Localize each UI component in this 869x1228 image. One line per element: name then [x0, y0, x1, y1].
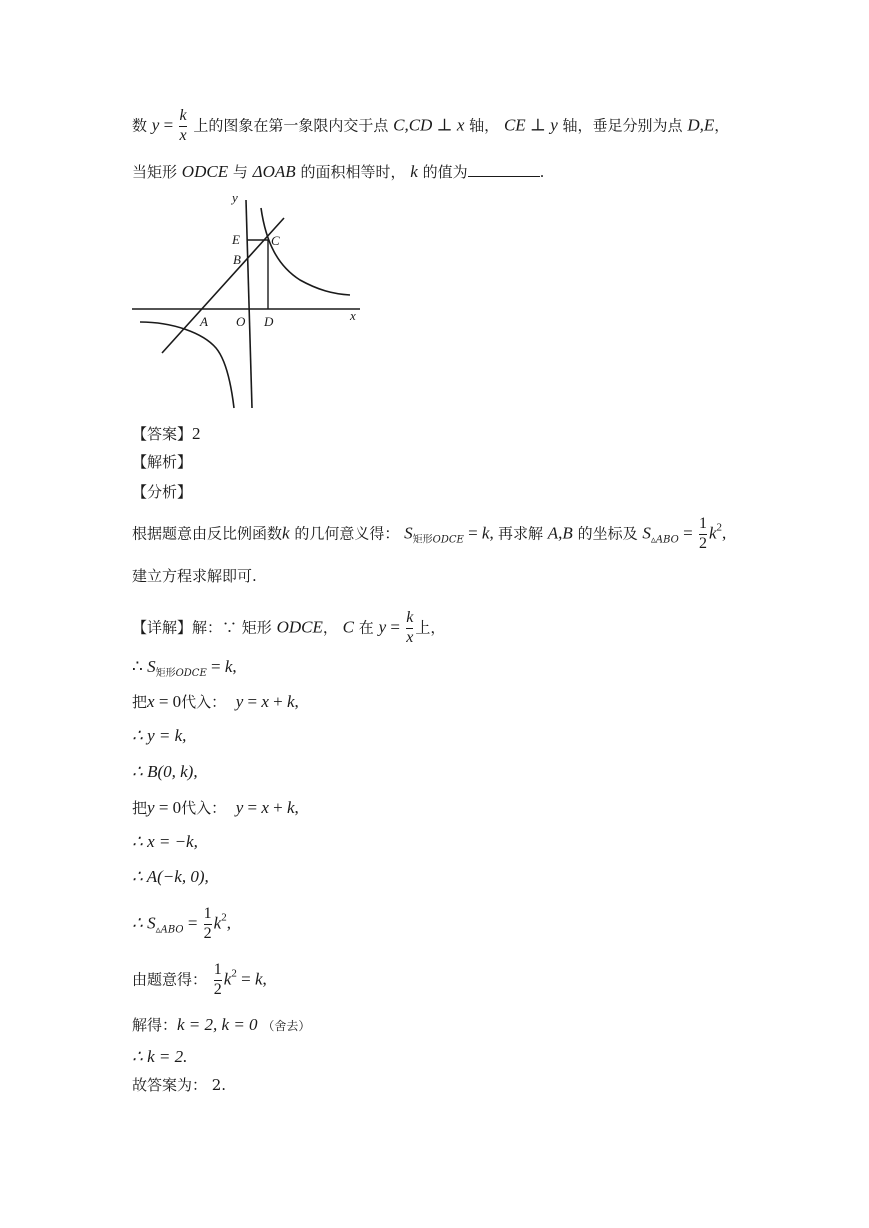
analysis-heading: 【解析】 [132, 453, 193, 471]
detail-line-8: ∴ A(−k, 0), [132, 867, 209, 886]
detail-line-1: 【详解】解：∵ 矩形 ODCE， C 在 y = $\frac{k}{x}$ 上， [132, 609, 446, 646]
y-axis [246, 200, 252, 408]
hyperbola-q3 [140, 322, 234, 408]
math-de: D,E [687, 115, 715, 135]
problem-text: 当矩形 [132, 163, 178, 181]
line-y-x-plus-k [162, 218, 284, 353]
detail-line-6: 把y = 0代入： y = x + k, [132, 798, 299, 817]
math-ce: CE [503, 115, 526, 135]
math-cd: C,CD [393, 115, 433, 135]
detail-line-10: 由题意得： $\frac{1}{2}$ $k^2 = k$, [132, 961, 267, 998]
label-o: O [236, 314, 246, 329]
problem-text: 数 [132, 116, 148, 135]
detail-line-9: ∴ $S_{▵ABO}$ = $\frac{1}{2}$ $k^2$, [132, 905, 231, 942]
label-b: B [233, 252, 241, 267]
fenxi-text: 的坐标及 [577, 524, 638, 543]
detail-text: 解：∵ 矩形 [192, 618, 272, 637]
label-a: A [200, 314, 208, 329]
problem-text: 的值为 [422, 163, 468, 181]
graph-figure [128, 188, 368, 413]
label-x: x [350, 308, 356, 323]
fenxi-line-1: 根据题意由反比例函数k 的几何意义得： $S_{矩形ODCE} = k$, 再求解 A,B 的坐标及 $S_{▵ABO}$ = $\frac{1}{2}$ $k^2$, [132, 515, 727, 552]
math-odce: ODCE [181, 162, 229, 181]
detail-line-13: 故答案为： 2. [132, 1076, 227, 1094]
fenxi-heading: 【分析】 [132, 483, 193, 501]
label-y: y [232, 190, 238, 205]
answer-line [132, 425, 201, 442]
fenxi-text: 再求解 [497, 524, 543, 543]
detail-heading: 【详解】 [132, 618, 193, 637]
label-d: D [264, 314, 274, 329]
fraction-k-over-x: $\frac{k}{x}$ [179, 107, 187, 144]
problem-text: 与 [232, 163, 248, 181]
answer-value: 2 [192, 424, 201, 443]
detail-line-7: ∴ x = −k, [132, 832, 198, 851]
answer-blank [468, 164, 540, 177]
detail-line-12: ∴ k = 2. [132, 1047, 188, 1066]
detail-line-11: 解得：k = 2, k = 0 （舍去） [132, 1015, 311, 1034]
problem-line-1: 数 y = $\frac{k}{x}$ 上的图象在第一象限内交于点 C,CD ⊥ x 轴， CE ⊥ y 轴，垂足分别为点 D,E， [132, 107, 730, 144]
math-oab: ΔOAB [252, 162, 296, 181]
fenxi-text: 的几何意义得： [294, 524, 400, 543]
math-ab: A,B [547, 523, 573, 543]
answer-label: 【答案】 [132, 425, 193, 443]
label-c: C [271, 233, 280, 248]
problem-text: 轴，垂足分别为点 [562, 116, 683, 135]
detail-line-2: ∴ $S_{矩形ODCE} = k$, [132, 657, 237, 679]
hyperbola-q1 [261, 208, 350, 295]
fenxi-line-2: 建立方程求解即可. [132, 567, 257, 585]
detail-line-5: ∴ B(0, k), [132, 762, 198, 781]
label-e: E [232, 232, 240, 247]
problem-text: 轴， [469, 116, 500, 135]
detail-line-3: 把x = 0代入： y = x + k, [132, 692, 299, 711]
problem-text: 的面积相等时， [300, 163, 406, 181]
detail-line-4: ∴ y = k, [132, 726, 187, 745]
fenxi-text: 根据题意由反比例函数 [132, 524, 283, 543]
problem-text: 上的图象在第一象限内交于点 [193, 116, 389, 135]
problem-line-2: 当矩形 ODCE 与 ΔOAB 的面积相等时， k 的值为 . [132, 162, 545, 181]
